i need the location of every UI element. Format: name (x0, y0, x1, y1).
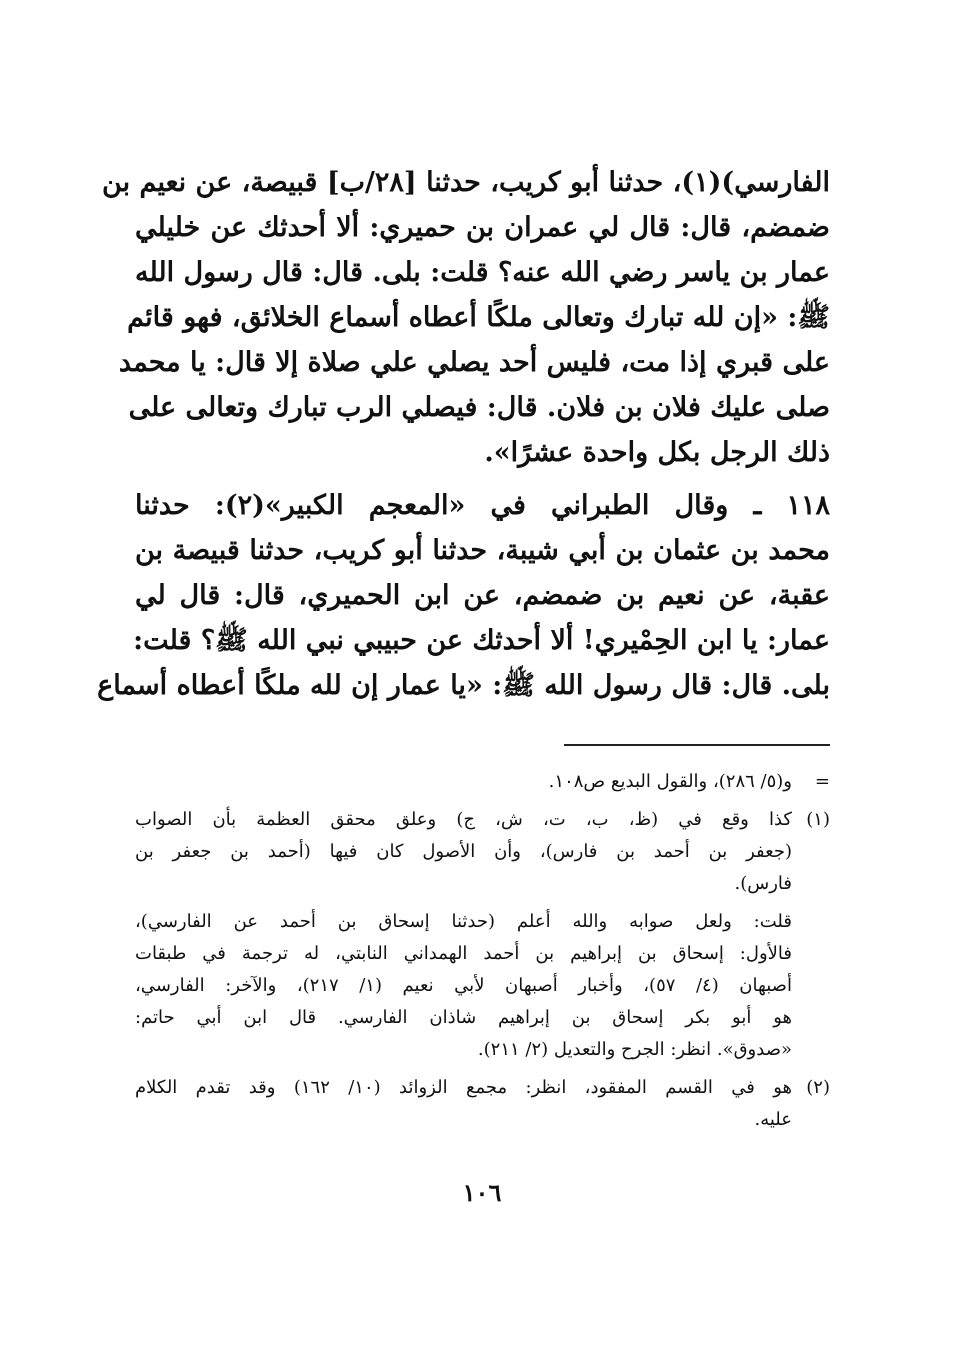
text-line: بلى. قال: قال رسول الله ﷺ: «يا عمار إن لله ملكًا أعطاه أسماع (97, 670, 830, 701)
footnote-marker: (١) (806, 809, 830, 830)
text-line: ضمضم، قال: قال لي عمران بن حميري: ألا أحدثك عن خليلي (135, 212, 830, 243)
footnote-line: «صدوق». انظر: الجرح والتعديل (٢/ ٢١١). (477, 1039, 792, 1060)
text-line: صلى عليك فلان بن فلان. قال: فيصلي الرب تبارك وتعالى على (128, 392, 830, 423)
paragraph-1 (102, 160, 830, 475)
footnote-line: (٢)هو في القسم المفقود، انظر: مجمع الزوائد (١٠/ ١٦٢) وقد تقدم الكلام (135, 1072, 830, 1104)
text-line: ﷺ: «إن لله تبارك وتعالى ملكًا أعطاه أسماع الخلائق، فهو قائم (127, 302, 830, 333)
footnote-line: قلت: ولعل صوابه والله أعلم (حدثنا إسحاق بن أحمد عن الفارسي)، (135, 911, 792, 932)
footnote-line: عليه. (754, 1109, 792, 1130)
text-line: ١١٨ ـ وقال الطبراني في «المعجم الكبير»(٢): حدثنا (135, 490, 830, 521)
paragraph-2 (97, 483, 830, 708)
text-line: ذلك الرجل بكل واحدة عشرًا». (484, 437, 830, 468)
text-line: عمار: يا ابن الحِمْيري! ألا أحدثك عن حبيبي نبي الله ﷺ؟ قلت: (133, 625, 830, 656)
footnote-marker: (٢) (806, 1077, 830, 1098)
footnote-line: هو أبو بكر إسحاق بن إبراهيم شاذان الفارسي. قال ابن أبي حاتم: (135, 1007, 792, 1028)
page-number: ١٠٦ (462, 1178, 502, 1207)
continuation-marker: = (814, 771, 830, 792)
continuation-text: و(٥/ ٢٨٦)، والقول البديع ص١٠٨. (548, 771, 792, 792)
footnote-line: (جعفر بن أحمد بن فارس)، وأن الأصول كان فيها (أحمد بن جعفر بن (135, 841, 792, 862)
footnote-1 (135, 804, 830, 1066)
main-text (97, 160, 830, 708)
text-line: عمار بن ياسر رضي الله عنه؟ قلت: بلى. قال: قال رسول الله (135, 257, 830, 288)
text-line: الفارسي)(١)، حدثنا أبو كريب، حدثنا [٢٨/ب] قبيصة، عن نعيم بن (102, 167, 830, 198)
footnotes (135, 766, 830, 1136)
text-line: على قبري إذا مت، فليس أحد يصلي علي صلاة إلا قال: يا محمد (118, 347, 830, 378)
footnote-line: أصبهان (٤/ ٥٧)، وأخبار أصبهان لأبي نعيم (١/ ٢١٧)، والآخر: الفارسي، (135, 975, 792, 996)
footnote-line: (١)كذا وقع في (ظ، ب، ت، ش، ج) وعلق محقق العظمة بأن الصواب (135, 804, 830, 836)
footnote-line: فارس). (734, 873, 792, 894)
text-line: محمد بن عثمان بن أبي شيبة، حدثنا أبو كريب، حدثنا قبيصة بن (135, 535, 830, 566)
footnote-1-comment (135, 906, 830, 1066)
footnote-continuation (135, 766, 830, 798)
footnote-2 (135, 1072, 830, 1136)
text-line: عقبة، عن نعيم بن ضمضم، عن ابن الحميري، قال: قال لي (135, 580, 830, 611)
footnote-line: فالأول: إسحاق بن إبراهيم بن أحمد الهمداني النابتي، له ترجمة في طبقات (135, 943, 792, 964)
footnote-divider (564, 744, 830, 746)
